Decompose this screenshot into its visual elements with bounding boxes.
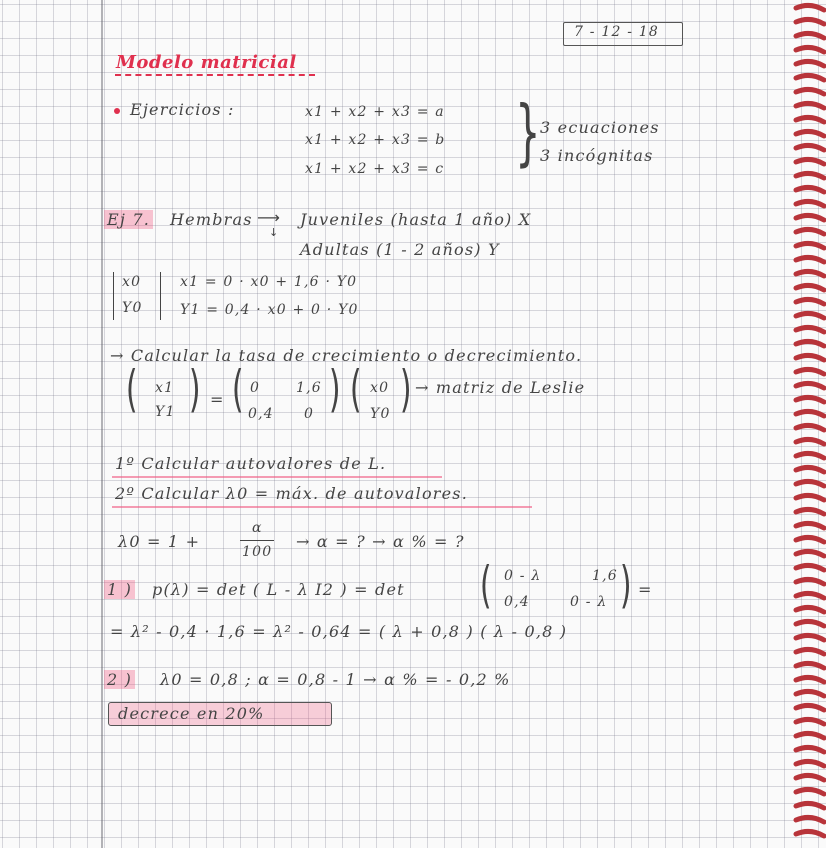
spiral-coil (796, 621, 824, 626)
spiral-coil (796, 229, 824, 234)
right-arrow-icon: ⟶ (257, 208, 280, 227)
paren-right-1: ) (188, 360, 201, 418)
paren-left-1: ( (125, 360, 138, 418)
spiral-coil (796, 187, 824, 192)
spiral-coil (796, 775, 824, 780)
sol1-matrix-a: 0 - λ (504, 568, 542, 584)
matrix-c: 0,4 (248, 406, 274, 422)
ej7-tag: Ej 7. (104, 210, 153, 229)
spiral-coil (796, 327, 824, 332)
spiral-coil (796, 271, 824, 276)
spiral-coil (796, 537, 824, 542)
sol2-line: λ0 = 0,8 ; α = 0,8 - 1 → α % = - 0,2 % (160, 670, 511, 689)
calc-task: → Calcular la tasa de crecimiento o decrecimiento. (110, 346, 583, 365)
note-ecuaciones: 3 ecuaciones (540, 118, 660, 137)
spiral-coil (796, 383, 824, 388)
sol1-line1: p(λ) = det ( L - λ I2 ) = det (152, 580, 405, 599)
down-arrow-icon: ↓ (269, 226, 279, 239)
spiral-coil (796, 285, 824, 290)
spiral-coil (796, 5, 824, 10)
margin-line (101, 0, 103, 848)
spiral-coil (796, 509, 824, 514)
spiral-coil (796, 719, 824, 724)
ejercicios-label: Ejercicios : (130, 100, 235, 119)
spiral-coil (796, 481, 824, 486)
spiral-coil (796, 635, 824, 640)
spiral-coil (796, 593, 824, 598)
spiral-coil (796, 89, 824, 94)
matrix-y0: Y0 (370, 406, 391, 422)
spiral-coil (796, 243, 824, 248)
sol1-equals: = (638, 580, 653, 599)
adultas-text: Adultas (1 - 2 años) Y (300, 240, 500, 259)
spiral-coil (796, 831, 824, 836)
spiral-coil (796, 145, 824, 150)
sol1-matrix-b: 1,6 (592, 568, 618, 584)
spiral-coil (796, 131, 824, 136)
sol1-line2: = λ² - 0,4 · 1,6 = λ² - 0,64 = ( λ + 0,8 ) ( λ - 0,8 ) (110, 622, 568, 641)
bullet-dot (114, 108, 120, 114)
paren-left-2: ( (231, 360, 244, 418)
page-title: Modelo matricial (116, 52, 297, 73)
title-underline (115, 74, 315, 76)
spiral-coil (796, 607, 824, 612)
spiral-coil (796, 173, 824, 178)
spiral-coil (796, 397, 824, 402)
spiral-coil (796, 579, 824, 584)
spiral-coil (796, 411, 824, 416)
matrix-x0: x0 (370, 380, 390, 396)
matrix-x1: x1 (155, 380, 175, 396)
fraction-numerator: α (252, 520, 263, 536)
fraction-line (240, 540, 274, 541)
spiral-coil (796, 215, 824, 220)
sol2-tag: 2 ) (104, 670, 135, 689)
spiral-coil (796, 551, 824, 556)
answer-text: decrece en 20% (118, 704, 265, 723)
spiral-coil (796, 75, 824, 80)
spiral-coil (796, 61, 824, 66)
note-incognitas: 3 incógnitas (540, 146, 654, 165)
spiral-coil (796, 453, 824, 458)
right-brace: } (515, 90, 541, 174)
spiral-coil (796, 103, 824, 108)
step-2-highlight (112, 506, 532, 508)
spiral-coil (796, 705, 824, 710)
spiral-coil (796, 313, 824, 318)
system-eq-1: x1 = 0 · x0 + 1,6 · Y0 (180, 274, 358, 290)
equation-1: x1 + x2 + x3 = a (305, 104, 445, 120)
spiral-coil (796, 649, 824, 654)
vector-y0: Y0 (122, 300, 143, 316)
hembras-label: Hembras (170, 210, 253, 229)
spiral-coil (796, 439, 824, 444)
paren-left-4: ( (479, 556, 492, 614)
spiral-coil (796, 369, 824, 374)
vector-x0: x0 (122, 274, 142, 290)
step-1: 1º Calcular autovalores de L. (115, 454, 387, 473)
vector-bar-right (160, 272, 161, 320)
spiral-coil (796, 817, 824, 822)
spiral-coil (796, 19, 824, 24)
spiral-coil (796, 691, 824, 696)
spiral-coil (796, 355, 824, 360)
spiral-coil (796, 789, 824, 794)
spiral-coil (796, 733, 824, 738)
spiral-coil (796, 117, 824, 122)
spiral-coil (796, 495, 824, 500)
equation-3: x1 + x2 + x3 = c (305, 161, 445, 177)
vector-bar-left (113, 272, 114, 320)
date-text: 7 - 12 - 18 (574, 24, 659, 40)
paren-right-4: ) (619, 556, 632, 614)
formula-right: → α = ? → α % = ? (296, 532, 465, 551)
spiral-coil (796, 523, 824, 528)
leslie-label: → matriz de Leslie (415, 378, 586, 397)
spiral-coil (796, 467, 824, 472)
paren-left-3: ( (349, 360, 362, 418)
spiral-coil (796, 565, 824, 570)
paren-right-3: ) (399, 360, 412, 418)
matrix-a: 0 (250, 380, 261, 396)
spiral-coil (796, 201, 824, 206)
sol1-matrix-c: 0,4 (504, 594, 530, 610)
spiral-binding (792, 0, 826, 848)
spiral-coil (796, 803, 824, 808)
step-1-highlight (112, 476, 442, 478)
matrix-y1: Y1 (155, 404, 176, 420)
fraction-denominator: 100 (242, 544, 273, 560)
formula-left: λ0 = 1 + (118, 532, 201, 551)
sol1-tag: 1 ) (104, 580, 135, 599)
spiral-coil (796, 761, 824, 766)
spiral-coil (796, 663, 824, 668)
spiral-coil (796, 677, 824, 682)
matrix-b: 1,6 (296, 380, 322, 396)
paren-right-2: ) (328, 360, 341, 418)
spiral-coil (796, 159, 824, 164)
juveniles-text: Juveniles (hasta 1 año) X (300, 210, 532, 229)
equals-sign: = (210, 390, 225, 409)
spiral-coil (796, 299, 824, 304)
spiral-coil (796, 257, 824, 262)
spiral-coil (796, 747, 824, 752)
spiral-coil (796, 33, 824, 38)
system-eq-2: Y1 = 0,4 · x0 + 0 · Y0 (180, 302, 359, 318)
sol1-matrix-d: 0 - λ (570, 594, 608, 610)
spiral-coil (796, 341, 824, 346)
matrix-d: 0 (304, 406, 315, 422)
step-2: 2º Calcular λ0 = máx. de autovalores. (115, 484, 468, 503)
spiral-coil (796, 425, 824, 430)
equation-2: x1 + x2 + x3 = b (305, 132, 446, 148)
spiral-coil (796, 47, 824, 52)
